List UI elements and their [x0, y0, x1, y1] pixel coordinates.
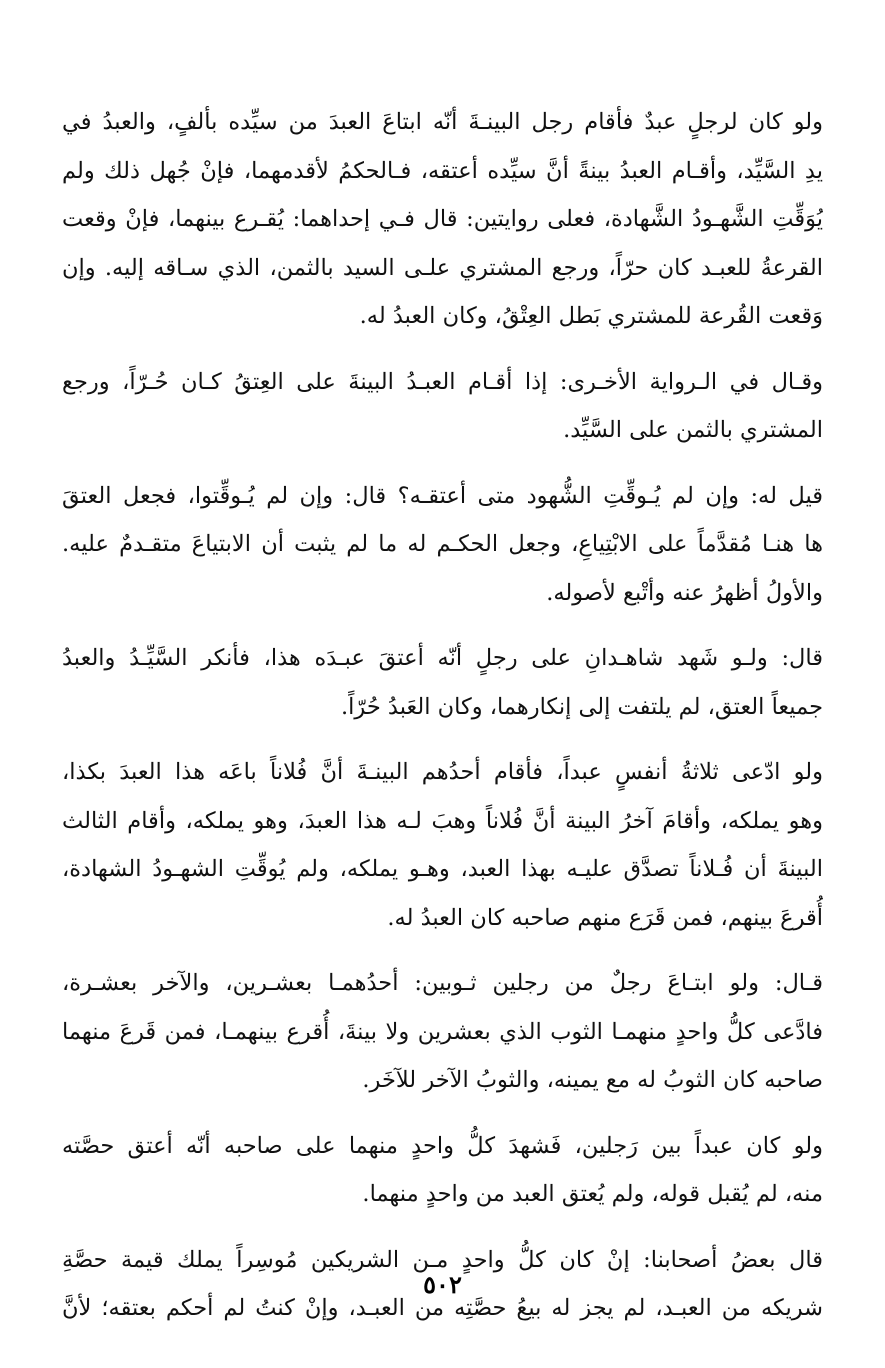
- paragraph-1: [62, 98, 823, 341]
- paragraph-line: أُقرعَ بينهم، فمن قَرَع منهم صاحبه كان العبدُ له.: [387, 904, 823, 931]
- paragraph-5: [62, 748, 823, 942]
- paragraph-line: شريكه من العبـد، لم يجز له بيعُ حصَّتِه من العبـد، وإنْ كنتُ لم أحكم بعتقه؛ لأنَّ: [62, 1295, 823, 1321]
- paragraph-line: وهو يملكه، وأقامَ آخرُ البينة أنَّ فُلاناً وهبَ لـه هذا العبدَ، وهو يملكه، وأقام الثالث: [62, 807, 823, 834]
- paragraph-line: صاحبه كان الثوبُ له مع يمينه، والثوبُ الآخر للآخَر.: [362, 1067, 823, 1093]
- paragraph-4: [62, 634, 823, 731]
- paragraph-2: [62, 358, 823, 455]
- paragraph-line: منه، لم يُقبل قوله، ولم يُعتق العبد من واحدٍ منهما.: [362, 1181, 823, 1207]
- paragraph-line: قيل له: وإن لم يُـوقِّتِ الشُّهود متى أعتقـه؟ قال: وإن لم يُـوقِّتوا، فجعل العتقَ: [62, 482, 823, 509]
- paragraph-3: [62, 472, 823, 618]
- paragraph-line: ولو ادّعى ثلاثةُ أنفسٍ عبداً، فأقام أحدُهم البينـةَ أنَّ فُلاناً باعَه هذا العبدَ بكذا،: [62, 759, 823, 785]
- paragraph-line: والأولُ أظهرُ عنه وأتْبع لأصوله.: [546, 579, 823, 606]
- paragraph-line: قال: ولـو شَهد شاهـدانِ على رجلٍ أنّه أعتقَ عبـدَه هذا، فأنكر السَّيِّـدُ والعبدُ: [62, 645, 823, 671]
- paragraph-7: [62, 1122, 823, 1219]
- paragraph-line: فادَّعى كلُّ واحدٍ منهمـا الثوب الذي بعشرين ولا بينةَ، أُقرع بينهمـا، فمن قَرعَ منهما: [62, 1018, 823, 1045]
- paragraph-line: ولو كان لرجلٍ عبدٌ فأقام رجل البينـةَ أنّه ابتاعَ العبدَ من سيِّده بألفٍ، والعبدُ في: [62, 109, 823, 135]
- paragraph-line: البينةَ أن فُـلاناً تصدَّق عليـه بهذا العبد، وهـو يملكه، ولم يُوقِّتِ الشهـودُ الشهادة،: [62, 856, 823, 882]
- paragraph-line: وَقعت القُرعة للمشتري بَطل العِتْقُ، وكان العبدُ له.: [359, 303, 823, 329]
- paragraph-line: يُوَقِّتِ الشَّهـودُ الشَّهادة، فعلى روايتين: قال فـي إحداهما: يُقـرع بينهما، فإنْ وقعت: [62, 206, 823, 232]
- paragraph-line: ولو كان عبداً بين رَجلين، فَشهدَ كلُّ واحدٍ منهما على صاحبه أنّه أعتق حصَّته: [62, 1132, 823, 1159]
- paragraph-line: جميعاً العتق، لم يلتفت إلى إنكارهما، وكان العَبدُ حُرّاً.: [341, 693, 823, 720]
- paragraph-line: قـال: ولو ابتـاعَ رجلٌ من رجلين ثـوبين: أحدُهمـا بعشـرين، والآخر بعشـرة،: [62, 970, 823, 996]
- paragraph-line: القرعةُ للعبـد كان حرّاً، ورجع المشتري علـى السيد بالثمن، الذي سـاقه إليه. وإن: [62, 254, 823, 281]
- paragraph-line: وقـال في الـرواية الأخـرى: إذا أقـام العبـدُ البينةَ على العِتقُ كـان حُـرّاً، ورجع: [62, 368, 823, 395]
- page-number: ٥٠٢: [423, 1270, 462, 1299]
- paragraph-line: ها هنـا مُقدَّماً على الابْتِياعِ، وجعل الحكـم له ما لم يثبت أن الابتياعَ متقـدمٌ عليه.: [62, 531, 823, 557]
- paragraph-line: قال بعضُ أصحابنا: إنْ كان كلُّ واحدٍ مـن الشريكين مُوسِراً يملك قيمة حصَّةِ: [62, 1246, 823, 1273]
- paragraph-line: المشتري بالثمن على السَّيِّد.: [563, 417, 823, 443]
- paragraph-6: [62, 959, 823, 1105]
- paragraph-line: يدِ السَّيِّد، وأقـام العبدُ بينةً أنَّ سيِّده أعتقه، فـالحكمُ لأقدمهما، فإنْ جُهل ذلك ولم: [62, 157, 823, 184]
